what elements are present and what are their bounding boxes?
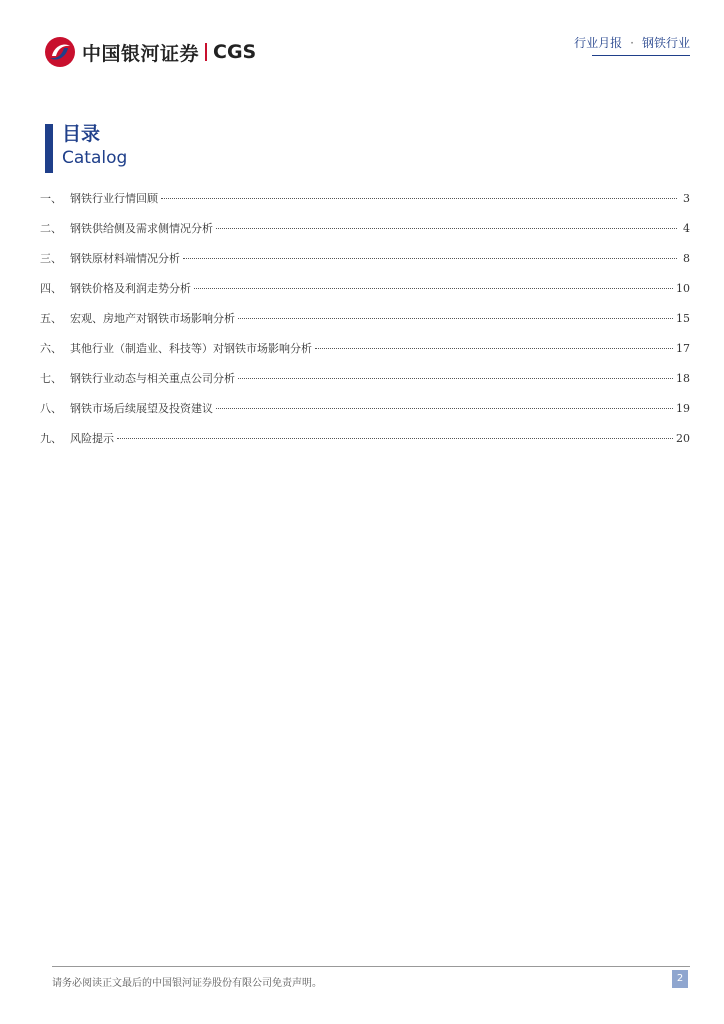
toc-title: 钢铁价格及利润走势分析 — [70, 282, 191, 295]
footer-disclaimer: 请务必阅读正文最后的中国银河证券股份有限公司免责声明。 — [52, 978, 322, 989]
toc-entry[interactable] — [40, 280, 690, 310]
toc-title: 风险提示 — [70, 432, 114, 445]
toc-number: 七、 — [40, 372, 62, 385]
catalog-title-cn: 目录 — [62, 123, 101, 145]
toc-leader — [315, 348, 673, 349]
toc-entry[interactable] — [40, 190, 690, 220]
toc-number: 二、 — [40, 222, 62, 235]
toc-page: 4 — [683, 222, 690, 235]
toc-title: 钢铁原材料端情况分析 — [70, 252, 180, 265]
toc-title: 钢铁行业动态与相关重点公司分析 — [70, 372, 235, 385]
toc-number: 九、 — [40, 432, 62, 445]
toc-leader — [238, 318, 673, 319]
toc-number: 一、 — [40, 192, 62, 205]
brand-divider — [205, 43, 207, 61]
header-rule — [592, 55, 690, 56]
toc-leader — [216, 228, 677, 229]
toc-page: 17 — [676, 342, 690, 355]
brand-logo — [44, 36, 256, 68]
toc-entry[interactable] — [40, 220, 690, 250]
toc-number: 六、 — [40, 342, 62, 355]
toc-number: 四、 — [40, 282, 62, 295]
catalog-accent-bar — [45, 124, 53, 173]
toc-page: 19 — [676, 402, 690, 415]
cgs-logo-icon — [44, 36, 76, 68]
toc-number: 五、 — [40, 312, 62, 325]
header-separator: · — [630, 35, 634, 50]
toc-leader — [194, 288, 673, 289]
toc-entry[interactable] — [40, 370, 690, 400]
toc-page: 18 — [676, 372, 690, 385]
toc-entry[interactable] — [40, 310, 690, 340]
toc-entry[interactable] — [40, 400, 690, 430]
toc-title: 其他行业（制造业、科技等）对钢铁市场影响分析 — [70, 342, 312, 355]
toc-entry[interactable] — [40, 430, 690, 460]
toc-page: 10 — [676, 282, 690, 295]
toc-title: 钢铁行业行情回顾 — [70, 192, 158, 205]
page-number: 2 — [672, 970, 688, 988]
report-header — [574, 34, 690, 51]
toc-entry[interactable] — [40, 250, 690, 280]
toc-title: 钢铁市场后续展望及投资建议 — [70, 402, 213, 415]
toc-entry[interactable] — [40, 340, 690, 370]
toc-page: 20 — [676, 432, 690, 445]
toc-page: 3 — [683, 192, 690, 205]
table-of-contents — [40, 190, 690, 460]
toc-title: 钢铁供给侧及需求侧情况分析 — [70, 222, 213, 235]
brand-abbr: CGS — [213, 41, 257, 63]
toc-page: 15 — [676, 312, 690, 325]
footer-rule — [52, 966, 690, 967]
industry-name: 钢铁行业 — [641, 36, 690, 50]
catalog-title-en: Catalog — [62, 148, 128, 168]
toc-leader — [161, 198, 677, 199]
report-type: 行业月报 — [574, 36, 623, 50]
toc-number: 三、 — [40, 252, 62, 265]
toc-title: 宏观、房地产对钢铁市场影响分析 — [70, 312, 235, 325]
toc-leader — [216, 408, 673, 409]
toc-page: 8 — [683, 252, 690, 265]
toc-leader — [183, 258, 677, 259]
toc-number: 八、 — [40, 402, 62, 415]
brand-name: 中国银河证券 — [82, 42, 200, 65]
toc-leader — [238, 378, 673, 379]
toc-leader — [117, 438, 673, 439]
